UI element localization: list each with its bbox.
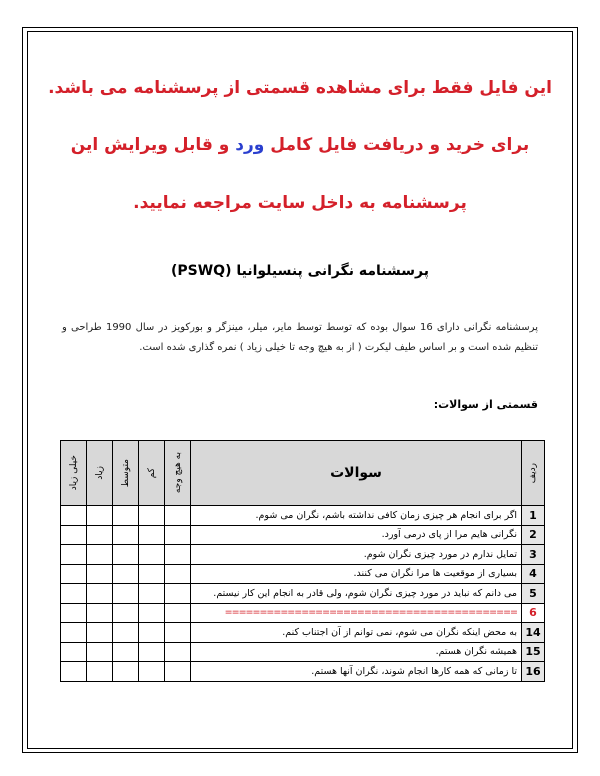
answer-cell[interactable] <box>61 545 87 565</box>
answer-cell[interactable] <box>87 603 113 623</box>
table-row <box>61 506 545 526</box>
answer-cell[interactable] <box>165 545 191 565</box>
answer-cell[interactable] <box>87 662 113 682</box>
header-row-number: ردیف <box>522 441 545 506</box>
answer-cell[interactable] <box>165 603 191 623</box>
header-option-3: متوسط <box>113 441 139 506</box>
promo-line-1 <box>40 78 560 98</box>
table-row <box>61 662 545 682</box>
question-text: تمایل ندارم در مورد چیزی نگران شوم. <box>191 545 522 565</box>
answer-cell[interactable] <box>165 642 191 662</box>
row-number: 16 <box>522 662 545 682</box>
answer-cell[interactable] <box>113 564 139 584</box>
answer-cell[interactable] <box>139 642 165 662</box>
question-text: اگر برای انجام هر چیزی زمان کافی نداشته باشم، نگران می شوم. <box>191 506 522 526</box>
answer-cell[interactable] <box>165 584 191 604</box>
answer-cell[interactable] <box>87 642 113 662</box>
header-option-1: به هیچ وجه <box>165 441 191 506</box>
table-row <box>61 642 545 662</box>
row-number: 15 <box>522 642 545 662</box>
answer-cell[interactable] <box>139 525 165 545</box>
answer-cell[interactable] <box>165 525 191 545</box>
answer-cell[interactable] <box>87 545 113 565</box>
answer-cell[interactable] <box>113 584 139 604</box>
answer-cell[interactable] <box>113 603 139 623</box>
answer-cell[interactable] <box>87 623 113 643</box>
answer-cell[interactable] <box>61 662 87 682</box>
question-text: تا زمانی که همه کارها انجام شوند، نگران آنها هستم. <box>191 662 522 682</box>
answer-cell[interactable] <box>61 584 87 604</box>
question-text: نگرانی هایم مرا از پای درمی آورد. <box>191 525 522 545</box>
row-number: 4 <box>522 564 545 584</box>
answer-cell[interactable] <box>61 642 87 662</box>
page-title: پرسشنامه نگرانی پنسیلوانیا (PSWQ) <box>170 263 429 279</box>
header-option-4: زیاد <box>87 441 113 506</box>
promo-word-highlight: ورد <box>235 135 265 155</box>
table-row-separator <box>61 603 545 623</box>
answer-cell[interactable] <box>61 564 87 584</box>
row-number: 6 <box>522 603 545 623</box>
answer-cell[interactable] <box>87 584 113 604</box>
answer-cell[interactable] <box>165 662 191 682</box>
answer-cell[interactable] <box>139 545 165 565</box>
promo-text-and: و <box>218 135 230 155</box>
promo-line-2 <box>40 135 560 155</box>
answer-cell[interactable] <box>165 623 191 643</box>
row-number: 2 <box>522 525 545 545</box>
promo-text-2a: برای خرید و دریافت فایل کامل <box>270 135 530 155</box>
answer-cell[interactable] <box>61 525 87 545</box>
table-header-row <box>61 441 545 506</box>
answer-cell[interactable] <box>139 603 165 623</box>
answer-cell[interactable] <box>113 545 139 565</box>
header-questions: سوالات <box>191 441 522 506</box>
answer-cell[interactable] <box>87 525 113 545</box>
question-text: می دانم که نباید در مورد چیزی نگران شوم، ولی قادر به انجام این کار نیستم. <box>191 584 522 604</box>
question-text: بسیاری از موقعیت ها مرا نگران می کنند. <box>191 564 522 584</box>
row-number: 3 <box>522 545 545 565</box>
row-number: 14 <box>522 623 545 643</box>
answer-cell[interactable] <box>113 662 139 682</box>
header-option-2: کم <box>139 441 165 506</box>
row-number: 1 <box>522 506 545 526</box>
table-row <box>61 545 545 565</box>
answer-cell[interactable] <box>113 623 139 643</box>
answer-cell[interactable] <box>113 506 139 526</box>
answer-cell[interactable] <box>113 642 139 662</box>
answer-cell[interactable] <box>87 506 113 526</box>
answer-cell[interactable] <box>139 564 165 584</box>
answer-cell[interactable] <box>165 564 191 584</box>
answer-cell[interactable] <box>61 506 87 526</box>
promo-line-3 <box>40 193 560 213</box>
table-row <box>61 584 545 604</box>
row-number: 5 <box>522 584 545 604</box>
promo-text-3: پرسشنامه به داخل سایت مراجعه نمایید. <box>133 193 467 213</box>
answer-cell[interactable] <box>139 662 165 682</box>
answer-cell[interactable] <box>139 506 165 526</box>
table-row <box>61 564 545 584</box>
intro-paragraph: پرسشنامه نگرانی دارای 16 سوال بوده که توسط توسط مایر، میلر، مینزگر و بورکویز در سال 1990 طراحی و تنظیم شده است و بر اساس طیف لیکرت ( از به هیچ وجه تا خیلی زیاد ) نمره گذاری شده است. <box>62 322 538 353</box>
question-text: به محض اینکه نگران می شوم، نمی توانم از آن اجتناب کنم. <box>191 623 522 643</box>
answer-cell[interactable] <box>139 623 165 643</box>
section-heading: قسمتی از سوالات: <box>433 398 538 411</box>
question-text: همیشه نگران هستم. <box>191 642 522 662</box>
answer-cell[interactable] <box>165 506 191 526</box>
promo-text-1: این فایل فقط برای مشاهده قسمتی از پرسشنامه می باشد. <box>48 78 552 98</box>
answer-cell[interactable] <box>113 525 139 545</box>
header-option-5: خیلی زیاد <box>61 441 87 506</box>
questions-table <box>60 440 545 682</box>
question-separator: ========================================== <box>191 603 522 623</box>
promo-text-2b: قابل ویرایش این <box>70 135 213 155</box>
answer-cell[interactable] <box>87 564 113 584</box>
table-row <box>61 623 545 643</box>
answer-cell[interactable] <box>139 584 165 604</box>
table-row <box>61 525 545 545</box>
answer-cell[interactable] <box>61 603 87 623</box>
answer-cell[interactable] <box>61 623 87 643</box>
